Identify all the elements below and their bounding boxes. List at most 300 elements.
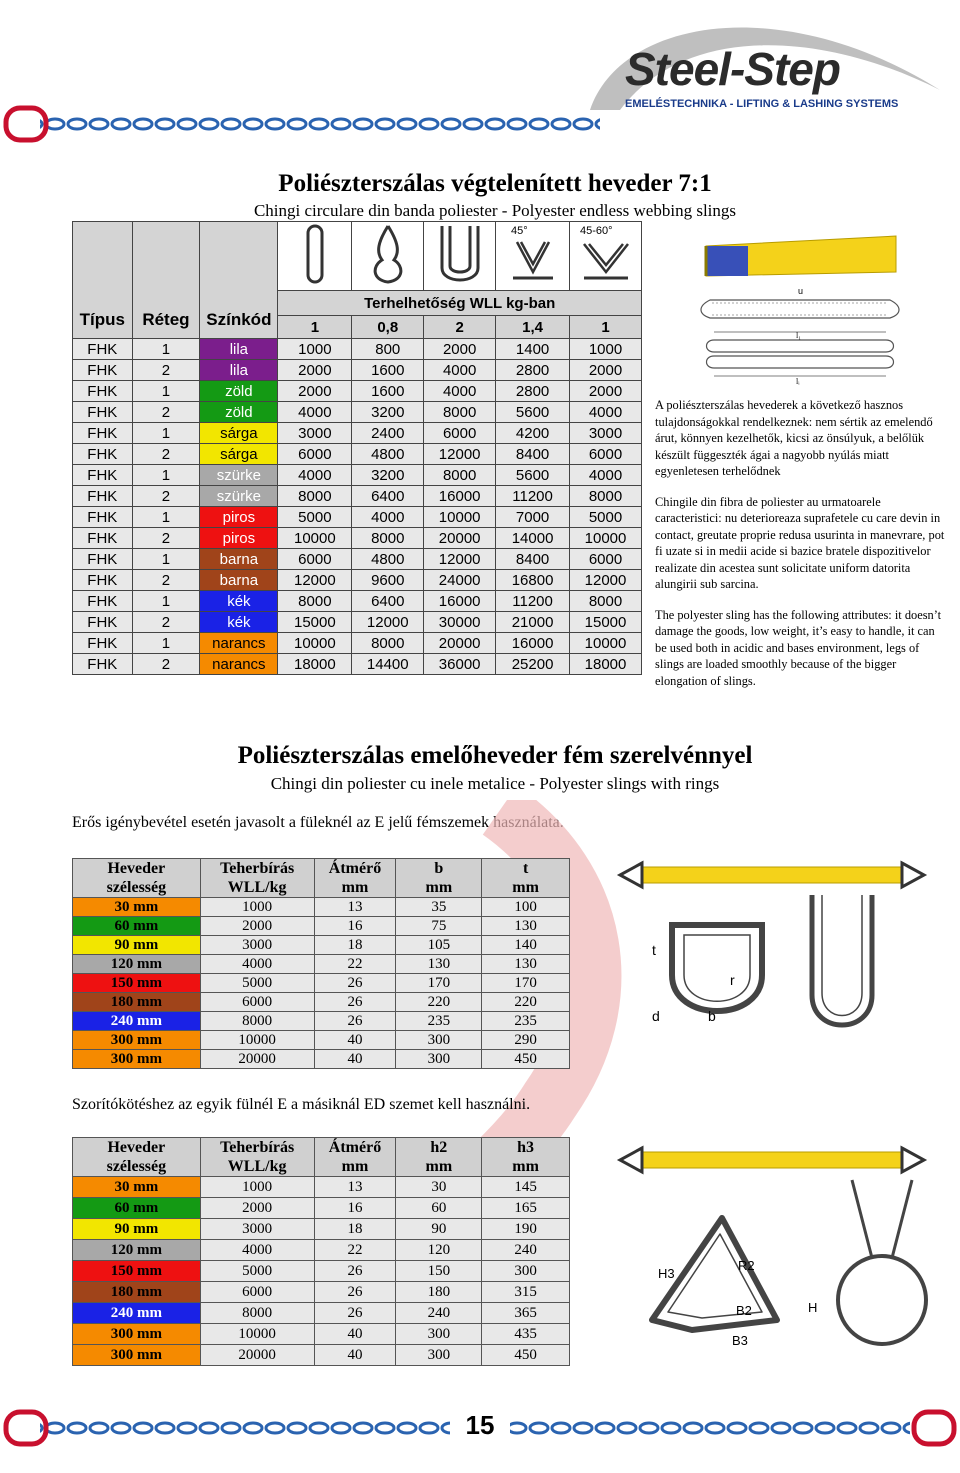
- cell-capacity: 8000: [424, 402, 496, 423]
- cell-capacity: 1600: [352, 381, 424, 402]
- header2-diameter: Átmérő mm: [314, 1138, 396, 1177]
- cell-capacity: 2000: [570, 360, 642, 381]
- cell-value: 16: [314, 1198, 396, 1219]
- cell-capacity: 12000: [278, 570, 352, 591]
- cell-value: 450: [482, 1345, 570, 1366]
- cell-value: 300: [396, 1345, 482, 1366]
- cell-capacity: 5000: [278, 507, 352, 528]
- table-row: [73, 1345, 570, 1366]
- cell-value: 22: [314, 1240, 396, 1261]
- cell-layer: 1: [132, 549, 200, 570]
- cell-capacity: 15000: [570, 612, 642, 633]
- cell-value: 300: [396, 1031, 482, 1050]
- cell-capacity: 11200: [496, 486, 570, 507]
- cell-capacity: 4000: [278, 465, 352, 486]
- cell-color-code: barna: [200, 549, 278, 570]
- cell-capacity: 7000: [496, 507, 570, 528]
- cell-color-code: zöld: [200, 381, 278, 402]
- cell-color-code: piros: [200, 507, 278, 528]
- cell-value: 26: [314, 1012, 396, 1031]
- cell-value: 26: [314, 974, 396, 993]
- header-width: Heveder szélesség: [73, 859, 201, 898]
- cell-value: 2000: [200, 1198, 314, 1219]
- cell-layer: 2: [132, 528, 200, 549]
- table-row: [73, 381, 642, 402]
- cell-capacity: 8000: [570, 591, 642, 612]
- table-row: [73, 974, 570, 993]
- cell-capacity: 2800: [496, 360, 570, 381]
- cell-capacity: 16000: [496, 633, 570, 654]
- table-row: [73, 1324, 570, 1345]
- cell-value: 16: [314, 917, 396, 936]
- diagram2-label-b2: B2: [736, 1303, 752, 1318]
- cell-capacity: 4000: [570, 465, 642, 486]
- cell-layer: 1: [132, 633, 200, 654]
- angle-label-45: 45°: [510, 225, 528, 237]
- cell-value: 300: [396, 1050, 482, 1069]
- cell-value: 235: [482, 1012, 570, 1031]
- cell-capacity: 21000: [496, 612, 570, 633]
- cell-value: 130: [482, 955, 570, 974]
- cell-layer: 2: [132, 612, 200, 633]
- cell-width: 240 mm: [73, 1012, 201, 1031]
- cell-type: FHK: [73, 591, 133, 612]
- cell-capacity: 24000: [424, 570, 496, 591]
- cell-capacity: 4800: [352, 549, 424, 570]
- cell-type: FHK: [73, 423, 133, 444]
- cell-color-code: narancs: [200, 633, 278, 654]
- cell-value: 220: [482, 993, 570, 1012]
- cell-value: 5000: [200, 1261, 314, 1282]
- cell-value: 13: [314, 898, 396, 917]
- cell-capacity: 16800: [496, 570, 570, 591]
- endless-sling-illustration: [700, 228, 900, 393]
- cell-value: 2000: [200, 917, 314, 936]
- cell-capacity: 10000: [278, 633, 352, 654]
- cell-layer: 2: [132, 654, 200, 675]
- cell-capacity: 3200: [352, 465, 424, 486]
- cell-layer: 1: [132, 339, 200, 360]
- header-t: t mm: [482, 859, 570, 898]
- cell-width: 240 mm: [73, 1303, 201, 1324]
- cell-layer: 2: [132, 486, 200, 507]
- cell-capacity: 2000: [570, 381, 642, 402]
- cell-capacity: 2800: [496, 381, 570, 402]
- table-row: [73, 1219, 570, 1240]
- table-row: [73, 549, 642, 570]
- description-ro: Chingile din fibra de poliester au urmatoarele caracteristici: nu deterioreaza suprafetele cu care devin in contact, greutate proprie redusa usurinta in manevrare, pot fi uzate si in medii acide si bazice bratele dispozitivelor realizate din acestea sunt solicitate uniform datorita alungirii sub sarcina.: [655, 494, 945, 591]
- cell-value: 190: [482, 1219, 570, 1240]
- cell-capacity: 30000: [424, 612, 496, 633]
- ring-slings-2-header-row: [73, 1138, 570, 1177]
- table-row: [73, 898, 570, 917]
- cell-layer: 2: [132, 444, 200, 465]
- diagram1-label-d: d: [652, 1008, 660, 1024]
- cell-value: 40: [314, 1324, 396, 1345]
- factor-4: 1,4: [496, 316, 570, 339]
- cell-value: 4000: [200, 955, 314, 974]
- cell-type: FHK: [73, 570, 133, 591]
- cell-capacity: 6400: [352, 591, 424, 612]
- cell-capacity: 36000: [424, 654, 496, 675]
- diagram-label-u: u: [798, 286, 804, 296]
- factor-1: 1: [278, 316, 352, 339]
- cell-color-code: zöld: [200, 402, 278, 423]
- note-heavy-duty: Erős igénybevétel esetén javasolt a füleknél az E jelű fémszemek használata.: [72, 814, 564, 831]
- cell-type: FHK: [73, 402, 133, 423]
- description-hu: A poliészterszálas hevederek a következő hasznos tulajdonságokkal rendelkeznek: nem sértik az emelendő árut, könnyen kezelhetők, kicsi az önsúlyuk, a belőlük készült függeszték ágai a nagyobb nyúlás miatt egyenletesen terhelődnek: [655, 398, 933, 478]
- cell-capacity: 10000: [570, 633, 642, 654]
- cell-color-code: piros: [200, 528, 278, 549]
- cell-value: 120: [396, 1240, 482, 1261]
- cell-value: 90: [396, 1219, 482, 1240]
- cell-color-code: kék: [200, 591, 278, 612]
- cell-type: FHK: [73, 528, 133, 549]
- brand-logo: [625, 42, 945, 110]
- table-row: [73, 1012, 570, 1031]
- cell-width: 120 mm: [73, 955, 201, 974]
- cell-capacity: 800: [352, 339, 424, 360]
- brand-logo-text: Steel-Step: [625, 43, 840, 95]
- cell-value: 300: [482, 1261, 570, 1282]
- header2-h3: h3 mm: [482, 1138, 570, 1177]
- diagram1-label-t: t: [652, 942, 656, 958]
- cell-width: 30 mm: [73, 898, 201, 917]
- cell-capacity: 6400: [352, 486, 424, 507]
- cell-capacity: 20000: [424, 528, 496, 549]
- col-header-color: Színkód: [200, 222, 278, 339]
- cell-width: 30 mm: [73, 1177, 201, 1198]
- cell-capacity: 12000: [424, 444, 496, 465]
- description-en: The polyester sling has the following attributes: it doesn’t damage the goods, low weight, it’s easy to handle, it can be used both in acidic and bases environment, legs of slings are loaded smoothly because of the bigger elongation of slings.: [655, 607, 942, 688]
- cell-type: FHK: [73, 633, 133, 654]
- cell-capacity: 8000: [352, 633, 424, 654]
- diagram1-label-r: r: [730, 972, 735, 988]
- cell-value: 10000: [200, 1031, 314, 1050]
- header2-width: Heveder szélesség: [73, 1138, 201, 1177]
- cell-capacity: 2400: [352, 423, 424, 444]
- cell-capacity: 1000: [278, 339, 352, 360]
- triangle-ring-sling-diagram: [612, 1140, 942, 1355]
- cell-value: 300: [396, 1324, 482, 1345]
- cell-width: 180 mm: [73, 993, 201, 1012]
- cell-value: 18: [314, 936, 396, 955]
- header-wll: Teherbírás WLL/kg: [200, 859, 314, 898]
- cell-capacity: 16000: [424, 486, 496, 507]
- cell-color-code: szürke: [200, 465, 278, 486]
- cell-color-code: lila: [200, 360, 278, 381]
- cell-value: 26: [314, 1282, 396, 1303]
- cell-capacity: 8400: [496, 444, 570, 465]
- cell-capacity: 14400: [352, 654, 424, 675]
- cell-value: 20000: [200, 1345, 314, 1366]
- cell-value: 170: [482, 974, 570, 993]
- diagram2-label-b3: B3: [732, 1333, 748, 1348]
- cell-capacity: 3200: [352, 402, 424, 423]
- section1-subtitle: Chingi circulare din banda poliester - Polyester endless webbing slings: [253, 201, 737, 220]
- cell-capacity: 1000: [570, 339, 642, 360]
- capacity-caption: Terhelhetőség WLL kg-ban: [278, 291, 642, 316]
- cell-value: 220: [396, 993, 482, 1012]
- cell-value: 150: [396, 1261, 482, 1282]
- cell-width: 300 mm: [73, 1324, 201, 1345]
- cell-layer: 2: [132, 360, 200, 381]
- cell-type: FHK: [73, 381, 133, 402]
- cell-capacity: 10000: [570, 528, 642, 549]
- cell-capacity: 3000: [278, 423, 352, 444]
- cell-color-code: barna: [200, 570, 278, 591]
- cell-value: 365: [482, 1303, 570, 1324]
- table-row: [73, 591, 642, 612]
- cell-capacity: 4000: [570, 402, 642, 423]
- cell-value: 8000: [200, 1303, 314, 1324]
- cell-value: 6000: [200, 1282, 314, 1303]
- cell-capacity: 2000: [278, 381, 352, 402]
- cell-layer: 2: [132, 570, 200, 591]
- cell-value: 10000: [200, 1324, 314, 1345]
- cell-capacity: 11200: [496, 591, 570, 612]
- cell-value: 290: [482, 1031, 570, 1050]
- ring-slings-2-body: [73, 1177, 570, 1366]
- sling-45-60deg-icon: [570, 222, 642, 291]
- table-row: [73, 465, 642, 486]
- note-choke: Szorítókötéshez az egyik fülnél E a másiknál ED szemet kell használni.: [72, 1096, 531, 1113]
- cell-capacity: 6000: [278, 549, 352, 570]
- diagram2-label-h: H: [808, 1300, 818, 1315]
- cell-type: FHK: [73, 486, 133, 507]
- factor-5: 1: [570, 316, 642, 339]
- table-row: [73, 1261, 570, 1282]
- cell-value: 6000: [200, 993, 314, 1012]
- cell-color-code: narancs: [200, 654, 278, 675]
- cell-capacity: 10000: [424, 507, 496, 528]
- cell-layer: 1: [132, 381, 200, 402]
- table-row: [73, 993, 570, 1012]
- cell-layer: 2: [132, 402, 200, 423]
- cell-capacity: 14000: [496, 528, 570, 549]
- cell-value: 40: [314, 1031, 396, 1050]
- cell-value: 140: [482, 936, 570, 955]
- header-diameter: Átmérő mm: [314, 859, 396, 898]
- cell-color-code: kék: [200, 612, 278, 633]
- table-row: [73, 360, 642, 381]
- sling-basket-icon: [424, 222, 496, 291]
- col-header-layer: Réteg: [132, 222, 200, 339]
- cell-value: 1000: [200, 898, 314, 917]
- cell-color-code: szürke: [200, 486, 278, 507]
- cell-value: 130: [482, 917, 570, 936]
- cell-type: FHK: [73, 612, 133, 633]
- diagram2-label-h3: H3: [658, 1266, 675, 1281]
- cell-capacity: 6000: [570, 444, 642, 465]
- table-row: [73, 1282, 570, 1303]
- cell-layer: 1: [132, 423, 200, 444]
- cell-value: 180: [396, 1282, 482, 1303]
- table-row: [73, 444, 642, 465]
- diagram1-label-b: b: [708, 1008, 716, 1024]
- cell-value: 30: [396, 1177, 482, 1198]
- table-row: [73, 1177, 570, 1198]
- cell-value: 75: [396, 917, 482, 936]
- cell-layer: 1: [132, 465, 200, 486]
- cell-value: 20000: [200, 1050, 314, 1069]
- cell-capacity: 4200: [496, 423, 570, 444]
- cell-capacity: 20000: [424, 633, 496, 654]
- cell-width: 300 mm: [73, 1031, 201, 1050]
- cell-value: 26: [314, 993, 396, 1012]
- cell-capacity: 4000: [278, 402, 352, 423]
- diagram-label-l2: lᵢ: [796, 377, 800, 386]
- cell-value: 145: [482, 1177, 570, 1198]
- cell-width: 300 mm: [73, 1050, 201, 1069]
- cell-capacity: 12000: [570, 570, 642, 591]
- cell-color-code: sárga: [200, 444, 278, 465]
- table-row: [73, 507, 642, 528]
- cell-value: 18: [314, 1219, 396, 1240]
- table-row: [73, 1050, 570, 1069]
- table-row: [73, 612, 642, 633]
- cell-layer: 1: [132, 591, 200, 612]
- cell-capacity: 4000: [424, 381, 496, 402]
- cell-capacity: 6000: [424, 423, 496, 444]
- cell-value: 240: [482, 1240, 570, 1261]
- cell-type: FHK: [73, 465, 133, 486]
- cell-value: 8000: [200, 1012, 314, 1031]
- angle-label-45-60: 45-60°: [579, 225, 613, 237]
- cell-capacity: 18000: [278, 654, 352, 675]
- table-row: [73, 917, 570, 936]
- cell-width: 90 mm: [73, 1219, 201, 1240]
- ring-slings-table: [72, 858, 570, 1069]
- cell-capacity: 8000: [352, 528, 424, 549]
- cell-value: 22: [314, 955, 396, 974]
- table-row: [73, 654, 642, 675]
- cell-capacity: 1400: [496, 339, 570, 360]
- header2-h2: h2 mm: [396, 1138, 482, 1177]
- cell-width: 180 mm: [73, 1282, 201, 1303]
- sling-45deg-icon: [496, 222, 570, 291]
- cell-capacity: 3000: [570, 423, 642, 444]
- table-row: [73, 955, 570, 974]
- table-row: [73, 339, 642, 360]
- cell-layer: 1: [132, 507, 200, 528]
- table-row: [73, 1303, 570, 1324]
- cell-width: 90 mm: [73, 936, 201, 955]
- cell-value: 435: [482, 1324, 570, 1345]
- cell-value: 4000: [200, 1240, 314, 1261]
- table-row: [73, 633, 642, 654]
- cell-capacity: 8400: [496, 549, 570, 570]
- cell-type: FHK: [73, 654, 133, 675]
- cell-capacity: 4000: [352, 507, 424, 528]
- sling-straight-icon: [278, 222, 352, 291]
- cell-value: 315: [482, 1282, 570, 1303]
- cell-capacity: 8000: [278, 486, 352, 507]
- endless-slings-table: [72, 221, 642, 675]
- d-ring-sling-diagram: [612, 855, 932, 1045]
- cell-value: 60: [396, 1198, 482, 1219]
- header2-wll: Teherbírás WLL/kg: [200, 1138, 314, 1177]
- cell-capacity: 8000: [570, 486, 642, 507]
- cell-capacity: 12000: [352, 612, 424, 633]
- cell-capacity: 6000: [278, 444, 352, 465]
- cell-capacity: 2000: [424, 339, 496, 360]
- cell-value: 450: [482, 1050, 570, 1069]
- cell-capacity: 5600: [496, 402, 570, 423]
- table-row: [73, 936, 570, 955]
- cell-value: 235: [396, 1012, 482, 1031]
- brand-tagline: EMELÉSTECHNIKA - LIFTING & LASHING SYSTEMS: [625, 98, 899, 110]
- cell-capacity: 6000: [570, 549, 642, 570]
- table-row: [73, 1198, 570, 1219]
- cell-capacity: 5600: [496, 465, 570, 486]
- cell-capacity: 4800: [352, 444, 424, 465]
- cell-value: 5000: [200, 974, 314, 993]
- cell-value: 13: [314, 1177, 396, 1198]
- cell-width: 150 mm: [73, 1261, 201, 1282]
- cell-width: 120 mm: [73, 1240, 201, 1261]
- cell-value: 35: [396, 898, 482, 917]
- cell-value: 40: [314, 1345, 396, 1366]
- cell-capacity: 4000: [424, 360, 496, 381]
- factor-3: 2: [424, 316, 496, 339]
- cell-value: 130: [396, 955, 482, 974]
- cell-width: 300 mm: [73, 1345, 201, 1366]
- cell-value: 1000: [200, 1177, 314, 1198]
- table-row: [73, 570, 642, 591]
- section2-subtitle: Chingi din poliester cu inele metalice - Polyester slings with rings: [270, 774, 720, 793]
- cell-type: FHK: [73, 339, 133, 360]
- cell-capacity: 8000: [278, 591, 352, 612]
- table-row: [73, 486, 642, 507]
- cell-capacity: 16000: [424, 591, 496, 612]
- cell-width: 60 mm: [73, 917, 201, 936]
- ring-slings-table-2: [72, 1137, 570, 1366]
- cell-type: FHK: [73, 444, 133, 465]
- cell-value: 26: [314, 1261, 396, 1282]
- cell-value: 100: [482, 898, 570, 917]
- cell-capacity: 1600: [352, 360, 424, 381]
- cell-capacity: 25200: [496, 654, 570, 675]
- cell-capacity: 18000: [570, 654, 642, 675]
- section1-title: Poliészterszálas végtelenített heveder 7:1: [278, 170, 712, 197]
- cell-capacity: 2000: [278, 360, 352, 381]
- cell-value: 26: [314, 1303, 396, 1324]
- sling-description: [655, 397, 945, 703]
- diagram-label-l1: l₁: [796, 331, 802, 340]
- cell-capacity: 15000: [278, 612, 352, 633]
- factor-2: 0,8: [352, 316, 424, 339]
- cell-value: 3000: [200, 936, 314, 955]
- section2-title: Poliészterszálas emelőheveder fém szerelvénnyel: [237, 742, 753, 769]
- cell-value: 105: [396, 936, 482, 955]
- cell-value: 40: [314, 1050, 396, 1069]
- col-header-type: Típus: [73, 222, 133, 339]
- table-row: [73, 402, 642, 423]
- page-number: 15: [465, 1410, 495, 1440]
- cell-capacity: 12000: [424, 549, 496, 570]
- cell-value: 165: [482, 1198, 570, 1219]
- cell-value: 3000: [200, 1219, 314, 1240]
- ring-slings-body: [73, 898, 570, 1069]
- cell-capacity: 5000: [570, 507, 642, 528]
- cell-type: FHK: [73, 507, 133, 528]
- table-row: [73, 1240, 570, 1261]
- diagram2-label-r2: R2: [738, 1258, 755, 1273]
- cell-capacity: 10000: [278, 528, 352, 549]
- header-b: b mm: [396, 859, 482, 898]
- cell-width: 150 mm: [73, 974, 201, 993]
